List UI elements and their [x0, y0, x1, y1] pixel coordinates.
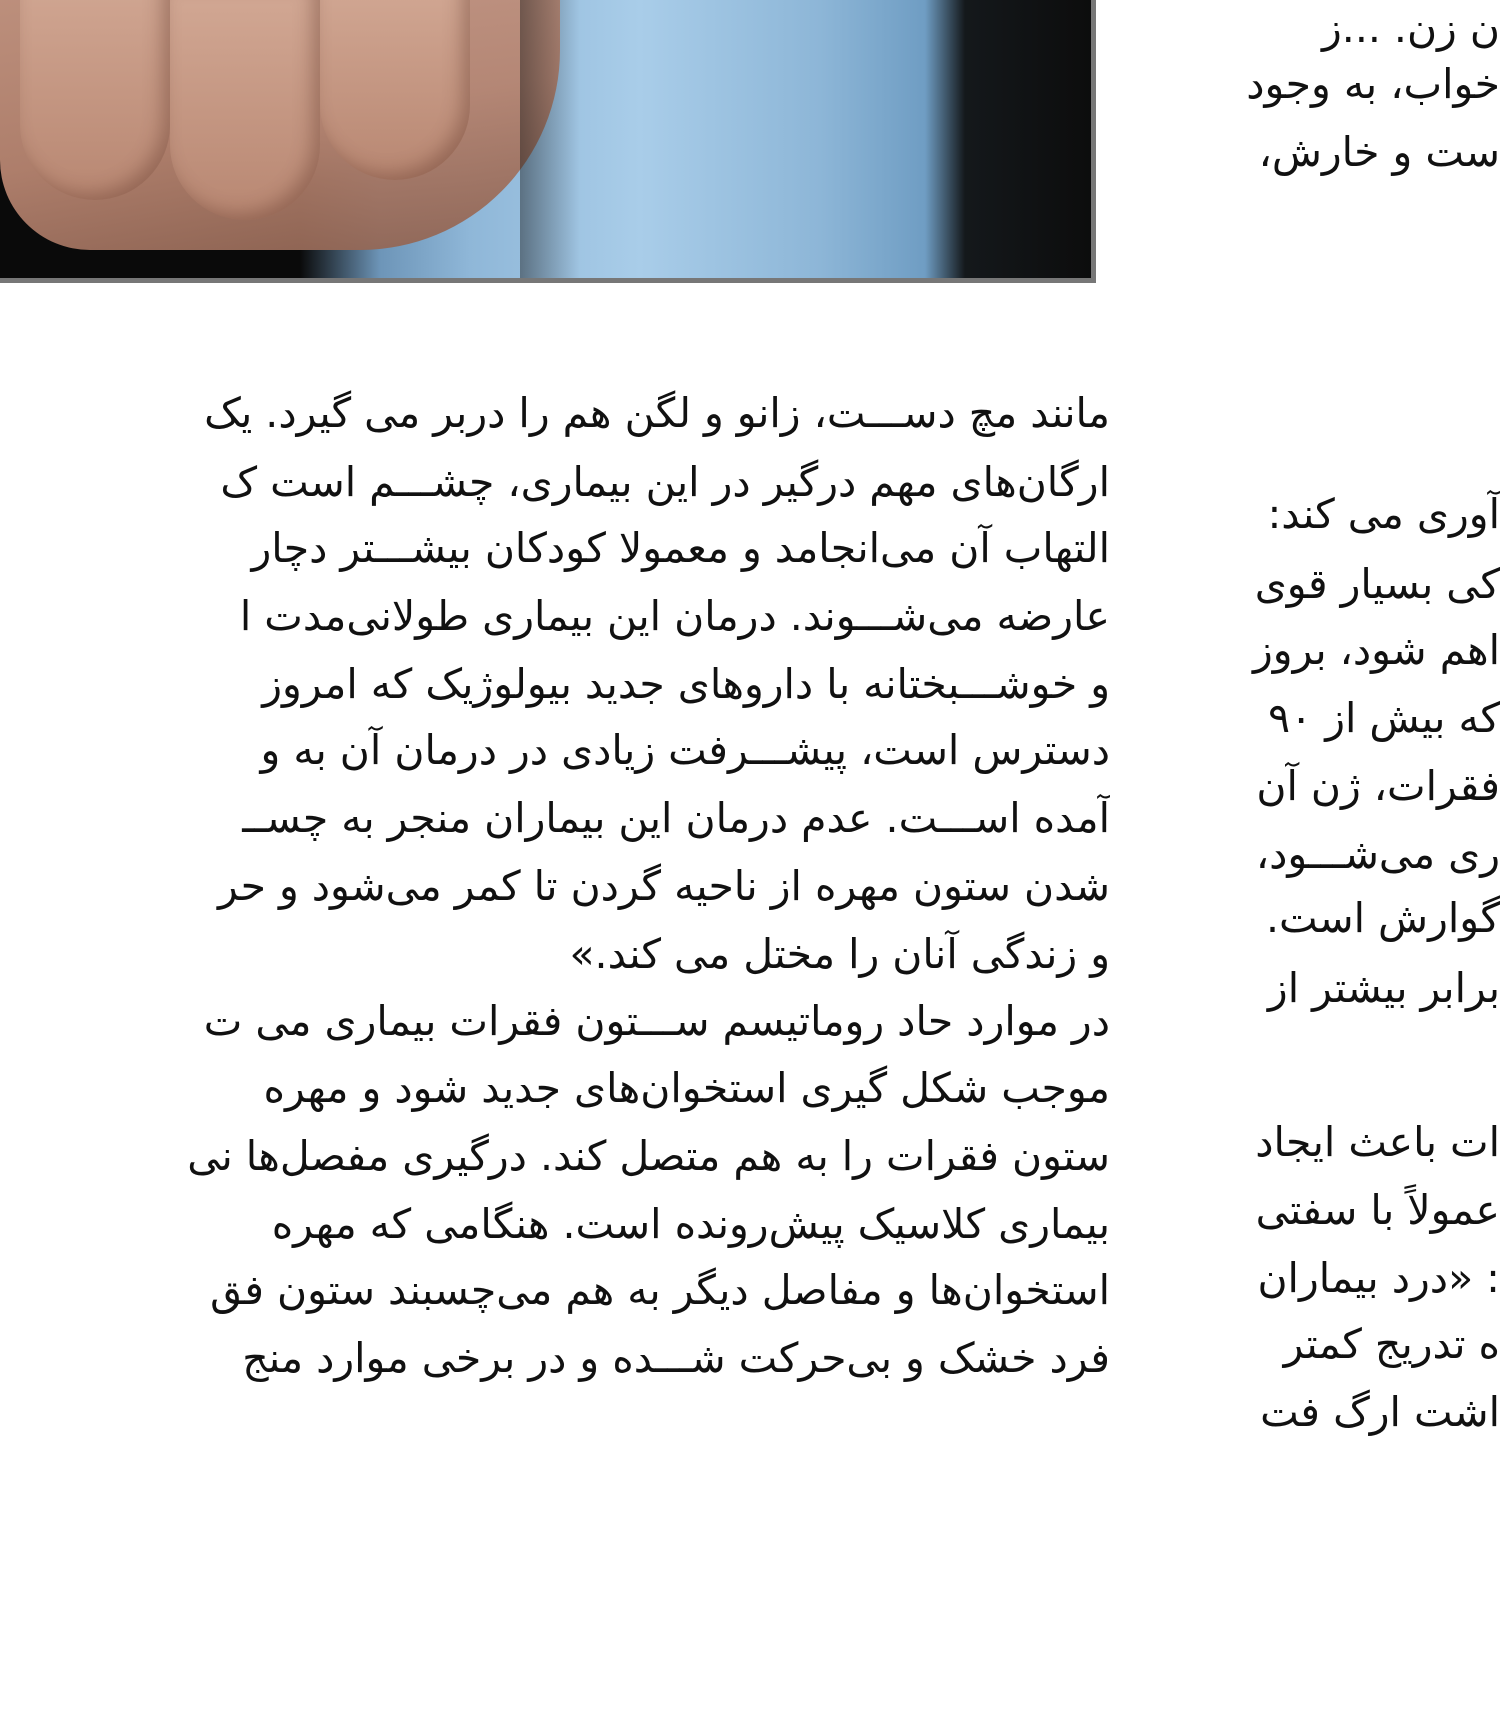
side-text-line: ری می‌شـــود، [1255, 830, 1500, 878]
body-text-line: مانند مچ دســـت، زانو و لگن هم را دربر می گیرد. یک [204, 389, 1110, 437]
body-text-line: ستون فقرات را به هم متصل کند. درگیری مفصل‌ها نی [187, 1132, 1110, 1180]
side-text-line: ه تدریج کمتر [1283, 1320, 1500, 1368]
side-text-line: گوارش است. [1265, 894, 1500, 942]
body-text-line: استخوان‌ها و مفاصل دیگر به هم می‌چسبند ستون فق [210, 1266, 1110, 1314]
side-text-line: ن زن. ...ز [1321, 4, 1500, 52]
body-text-line: و زندگی آنان را مختل می کند.» [569, 930, 1110, 978]
side-text-line: اهم شود، بروز [1252, 626, 1500, 674]
body-text-line: شدن ستون مهره از ناحیه گردن تا کمر می‌شود و حر [217, 862, 1110, 910]
side-text-line: ات باعث ایجاد [1255, 1118, 1500, 1166]
finger-shape [170, 0, 320, 220]
body-text-line: بیماری کلاسیک پیش‌رونده است. هنگامی که مهره [271, 1200, 1110, 1248]
side-text-line: فقرات، ژن آن [1256, 762, 1500, 810]
article-photo [0, 0, 1096, 283]
body-text-line: عارضه می‌شـــوند. درمان این بیماری طولانی‌مدت ا [239, 592, 1110, 640]
finger-shape [20, 0, 170, 200]
finger-shape [320, 0, 470, 180]
side-text-line: اشت ارگ فت [1260, 1388, 1500, 1436]
side-text-line: آوری می کند: [1267, 490, 1500, 538]
side-text-line: خواب، به وجود [1246, 60, 1500, 108]
side-text-line: که بیش از ۹۰ [1268, 694, 1500, 742]
body-text-line: فرد خشک و بی‌حرکت شـــده و در برخی موارد منج [242, 1334, 1110, 1382]
body-text-line: ارگان‌های مهم درگیر در این بیماری، چشـــم است ک [220, 458, 1110, 506]
body-text-line: موجب شکل گیری استخوان‌های جدید شود و مهره‌ [263, 1064, 1110, 1112]
body-text-line: آمده اســـت. عدم درمان این بیماران منجر به چســ [242, 794, 1110, 842]
side-text-line: ست و خارش، [1258, 128, 1500, 176]
body-text-line: التهاب آن می‌انجامد و معمولا کودکان بیشـــتر دچار [251, 524, 1110, 572]
side-text-line: عمولاً با سفتی [1255, 1186, 1500, 1234]
side-text-line: کی بسیار قوی [1254, 560, 1500, 608]
body-text-line: در موارد حاد روماتیسم ســـتون فقرات بیماری می ت [203, 997, 1110, 1045]
body-text-line: و خوشـــبختانه با داروهای جدید بیولوژیک که امروز [262, 660, 1110, 708]
side-text-line: : «درد بیماران [1257, 1254, 1500, 1302]
side-text-line: برابر بیشتر از [1267, 964, 1500, 1012]
shadow-shape [520, 0, 580, 283]
body-text-line: دسترس است، پیشـــرفت زیادی در درمان آن به و [260, 726, 1110, 774]
